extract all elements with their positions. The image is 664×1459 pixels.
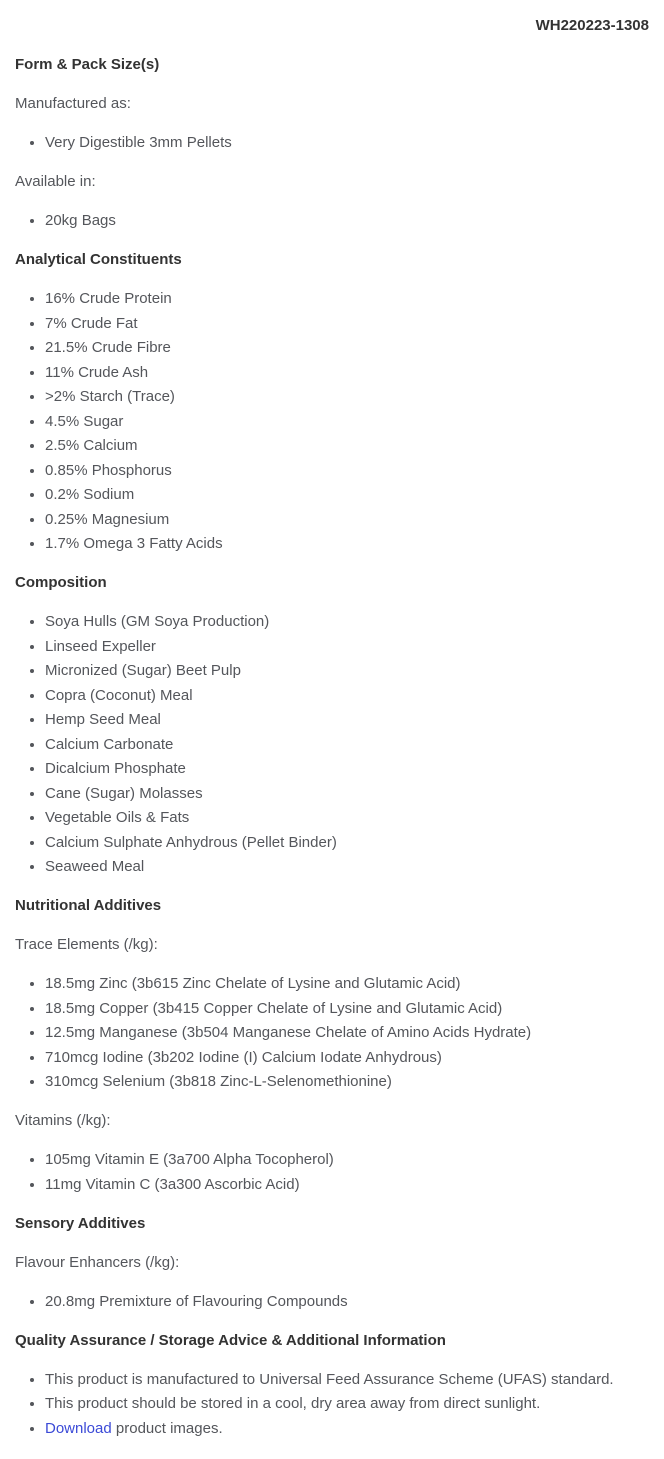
- product-reference-code: WH220223-1308: [535, 17, 649, 34]
- vitamins-list: [15, 1148, 649, 1197]
- list-item: • 11mg Vitamin C (3a300 Ascorbic Acid): [45, 1173, 649, 1198]
- list-item: • 4.5% Sugar: [45, 410, 649, 435]
- list-item: • 310mcg Selenium (3b818 Zinc-L-Selenomethionine): [45, 1070, 649, 1095]
- list-item: • Hemp Seed Meal: [45, 708, 649, 733]
- list-item: • 16% Crude Protein: [45, 287, 649, 312]
- list-item: • Very Digestible 3mm Pellets: [45, 131, 649, 156]
- list-item: • Copra (Coconut) Meal: [45, 684, 649, 709]
- section-heading-analytical-constituents: Analytical Constituents: [15, 251, 182, 268]
- composition-list: [15, 610, 649, 880]
- manufactured-as-list: [15, 131, 649, 156]
- list-item: • 18.5mg Zinc (3b615 Zinc Chelate of Lysine and Glutamic Acid): [45, 972, 649, 997]
- list-item: • This product is manufactured to Universal Feed Assurance Scheme (UFAS) standard.: [45, 1368, 649, 1393]
- list-item: • 7% Crude Fat: [45, 312, 649, 337]
- list-item: • 21.5% Crude Fibre: [45, 336, 649, 361]
- section-heading-composition: Composition: [15, 574, 107, 591]
- trace-elements-list: [15, 972, 649, 1095]
- list-item: • 18.5mg Copper (3b415 Copper Chelate of Lysine and Glutamic Acid): [45, 997, 649, 1022]
- list-item: • 20kg Bags: [45, 209, 649, 234]
- list-item: • >2% Starch (Trace): [45, 385, 649, 410]
- paragraph-available-in: Available in:: [15, 173, 96, 190]
- list-item: • 12.5mg Manganese (3b504 Manganese Chelate of Amino Acids Hydrate): [45, 1021, 649, 1046]
- list-item: • Linseed Expeller: [45, 635, 649, 660]
- list-item: • 11% Crude Ash: [45, 361, 649, 386]
- list-item: • 0.2% Sodium: [45, 483, 649, 508]
- list-item: • This product should be stored in a cool, dry area away from direct sunlight.: [45, 1392, 649, 1417]
- quality-assurance-list: [15, 1368, 649, 1442]
- available-in-list: [15, 209, 649, 234]
- list-item: • Vegetable Oils & Fats: [45, 806, 649, 831]
- section-heading-quality-assurance-storage: Quality Assurance / Storage Advice & Additional Information: [15, 1331, 446, 1349]
- analytical-constituents-list: [15, 287, 649, 557]
- document-sections: [15, 53, 649, 1441]
- list-item: • Seaweed Meal: [45, 855, 649, 880]
- list-item: • Soya Hulls (GM Soya Production): [45, 610, 649, 635]
- download-link[interactable]: Download: [45, 1419, 112, 1437]
- list-item: • Download product images.: [45, 1417, 649, 1442]
- list-item: • Micronized (Sugar) Beet Pulp: [45, 659, 649, 684]
- paragraph-trace-elements: Trace Elements (/kg):: [15, 936, 158, 953]
- section-heading-form-pack-sizes: Form & Pack Size(s): [15, 56, 160, 73]
- list-item: • Cane (Sugar) Molasses: [45, 782, 649, 807]
- paragraph-manufactured-as: Manufactured as:: [15, 95, 131, 112]
- list-item: • Calcium Sulphate Anhydrous (Pellet Binder): [45, 831, 649, 856]
- list-item: • 1.7% Omega 3 Fatty Acids: [45, 532, 649, 557]
- list-item: • 2.5% Calcium: [45, 434, 649, 459]
- list-item: • 105mg Vitamin E (3a700 Alpha Tocopherol): [45, 1148, 649, 1173]
- list-item: • 20.8mg Premixture of Flavouring Compounds: [45, 1290, 649, 1315]
- list-item: • 0.25% Magnesium: [45, 508, 649, 533]
- list-item: • 0.85% Phosphorus: [45, 459, 649, 484]
- paragraph-flavour-enhancers: Flavour Enhancers (/kg):: [15, 1253, 180, 1271]
- list-item: • Dicalcium Phosphate: [45, 757, 649, 782]
- list-item: • Calcium Carbonate: [45, 733, 649, 758]
- section-heading-nutritional-additives: Nutritional Additives: [15, 897, 162, 914]
- section-heading-sensory-additives: Sensory Additives: [15, 1214, 146, 1232]
- flavour-enhancers-list: [15, 1290, 649, 1315]
- list-item: • 710mcg Iodine (3b202 Iodine (I) Calcium Iodate Anhydrous): [45, 1046, 649, 1071]
- paragraph-vitamins: Vitamins (/kg):: [15, 1112, 111, 1129]
